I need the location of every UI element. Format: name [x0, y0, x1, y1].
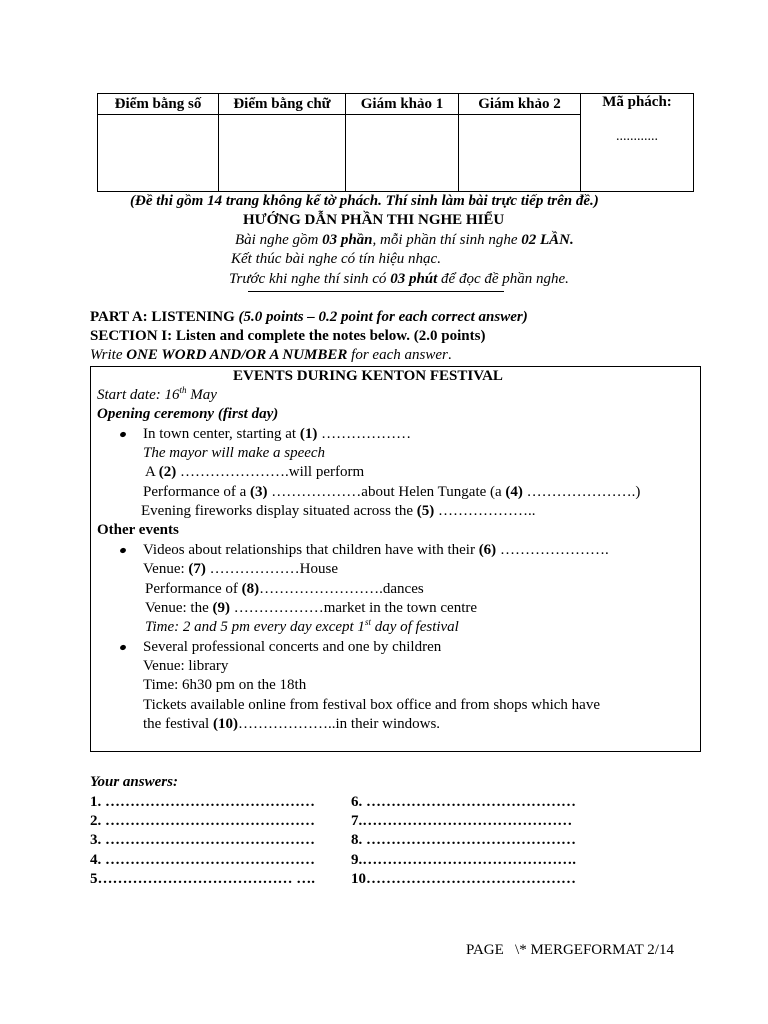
answer-3[interactable]: 3. …………………………………… [90, 832, 315, 848]
concert-line-2: Venue: library [143, 658, 229, 674]
note-line-2: The mayor will make a speech [143, 445, 326, 461]
note-line-4: Performance of a (3) ………………about Helen Tungate (a (4) ………………….) [143, 484, 641, 500]
opening-ceremony-heading: Opening ceremony (first day) [97, 406, 279, 422]
score-number-cell[interactable] [98, 115, 219, 192]
answer-2[interactable]: 2. …………………………………… [90, 813, 315, 829]
guide-line-3: Trước khi nghe thí sinh có 03 phút để đọc đề phần nghe. [229, 271, 569, 287]
other-line-1: Videos about relationships that children have with their (6) …………………. [143, 542, 609, 558]
guide-line-1: Bài nghe gồm 03 phần, mỗi phần thí sinh nghe 02 LẦN. [235, 232, 574, 248]
other-line-2: Venue: (7) ………………House [143, 561, 338, 577]
examiner2-header: Giám khảo 2 [459, 94, 581, 115]
note-line-3: A (2) ………………….will perform [145, 464, 365, 480]
answer-7[interactable]: 7.…………………………………… [351, 813, 573, 829]
page-footer: PAGE \* MERGEFORMAT 2/14 [466, 942, 674, 958]
concert-line-4: Tickets available online from festival box office and from shops which have [143, 697, 600, 713]
answer-4[interactable]: 4. …………………………………… [90, 852, 315, 868]
other-events-heading: Other events [97, 522, 179, 538]
note-line-5: Evening fireworks display situated across the (5) ……………….. [141, 503, 536, 519]
section-instruction: Write ONE WORD AND/OR A NUMBER for each answer. [90, 347, 452, 363]
examiner1-cell[interactable] [346, 115, 459, 192]
answer-6[interactable]: 6. …………………………………… [351, 794, 576, 810]
concert-line-5: the festival (10)………………..in their windows. [143, 716, 441, 732]
score-number-header: Điểm bằng số [98, 94, 219, 115]
guide-line-2: Kết thúc bài nghe có tín hiệu nhạc. [231, 251, 441, 267]
concert-line-3: Time: 6h30 pm on the 18th [143, 677, 307, 693]
answer-8[interactable]: 8. …………………………………… [351, 832, 576, 848]
listening-guide-title: HƯỚNG DẪN PHẦN THI NGHE HIỂU [243, 212, 505, 228]
score-table [97, 93, 694, 192]
answer-1[interactable]: 1. …………………………………… [90, 794, 315, 810]
score-words-cell[interactable] [219, 115, 346, 192]
part-a-heading: PART A: LISTENING (5.0 points – 0.2 point for each correct answer) [90, 309, 528, 325]
answers-title: Your answers: [90, 774, 178, 790]
examiner1-header: Giám khảo 1 [346, 94, 459, 115]
divider [248, 291, 504, 292]
section-heading: SECTION I: Listen and complete the notes below. (2.0 points) [90, 328, 486, 344]
notes-title: EVENTS DURING KENTON FESTIVAL [233, 368, 503, 384]
answer-10[interactable]: 10…………………………………… [351, 871, 576, 887]
ma-phach-value: ............ [616, 128, 658, 144]
concert-line-1: Several professional concerts and one by children [143, 639, 442, 655]
start-date: Start date: 16th May [97, 385, 217, 403]
notes-box [90, 366, 701, 752]
other-line-4: Venue: the (9) ………………market in the town centre [145, 600, 478, 616]
answer-5[interactable]: 5………………………………… …. [90, 871, 315, 887]
ma-phach-header: Mã phách: [581, 94, 694, 115]
score-words-header: Điểm bằng chữ [219, 94, 346, 115]
note-line-1: In town center, starting at (1) ……………… [143, 426, 412, 442]
exam-note: (Đề thi gồm 14 trang không kể tờ phách. Thí sinh làm bài trực tiếp trên đề.) [130, 193, 599, 209]
ma-phach-cell [581, 115, 694, 192]
answer-9[interactable]: 9.……………………………………. [351, 852, 576, 868]
other-line-3: Performance of (8)…………………….dances [145, 581, 424, 597]
examiner2-cell[interactable] [459, 115, 581, 192]
other-line-5: Time: 2 and 5 pm every day except 1st day of festival [145, 617, 459, 635]
